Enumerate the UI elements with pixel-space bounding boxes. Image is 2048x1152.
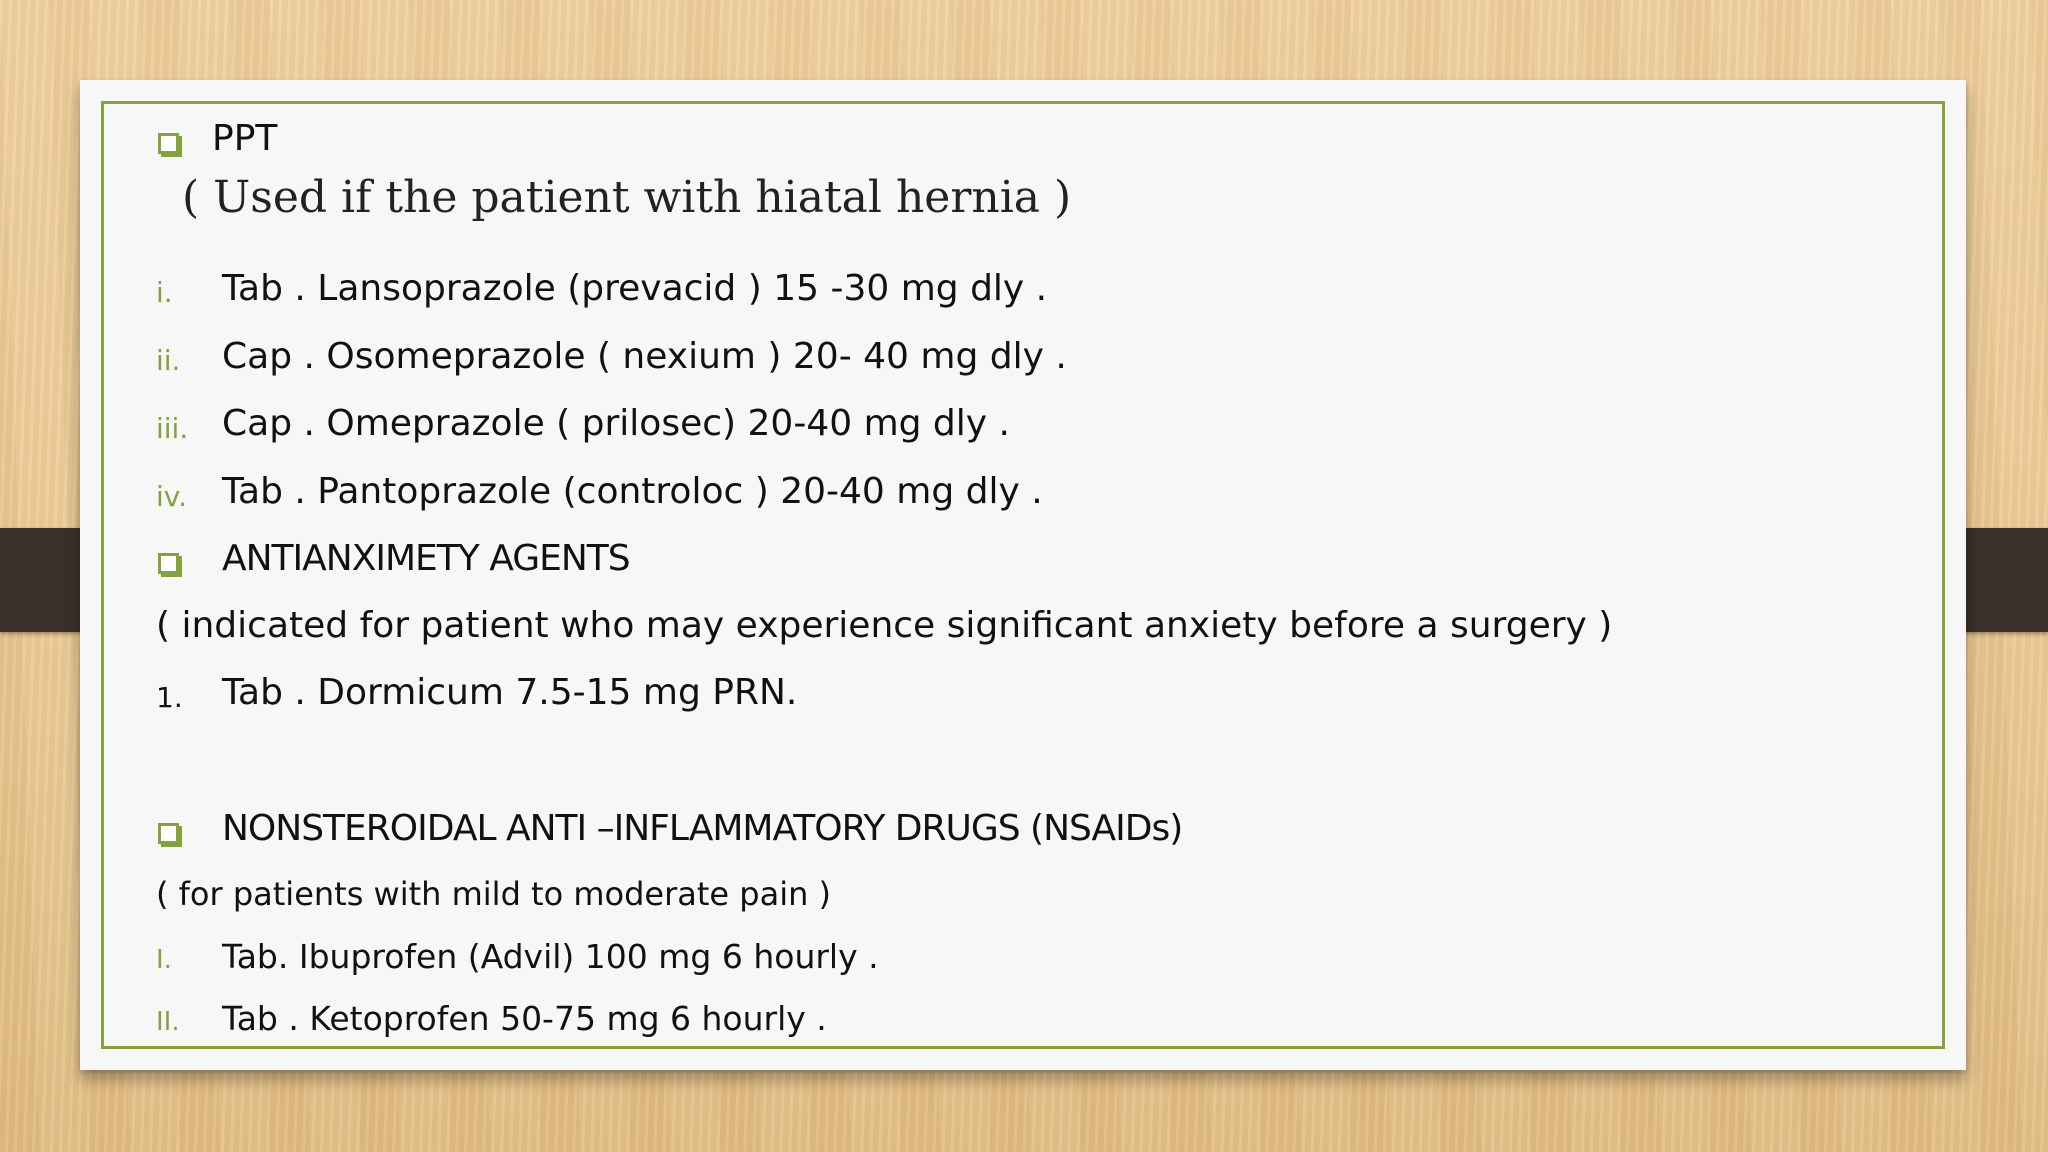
section-note-antianxiety: ( indicated for patient who may experience significant anxiety before a surgery ) <box>156 605 1613 646</box>
section-heading-nsaids: NONSTEROIDAL ANTI –INFLAMMATORY DRUGS (NSAIDs) <box>222 808 1183 849</box>
list-item: Tab . Dormicum 7.5-15 mg PRN. <box>222 672 798 713</box>
checkbox-bullet-icon <box>158 553 179 574</box>
section-heading-ppt: PPT <box>212 118 278 159</box>
section-note-nsaids: ( for patients with mild to moderate pain ) <box>156 875 832 913</box>
list-marker: ii. <box>156 344 181 377</box>
checkbox-bullet-icon <box>158 823 179 844</box>
section-note-ppt: ( Used if the patient with hiatal hernia ) <box>182 172 1072 223</box>
section-heading-antianxiety: ANTIANXIMETY AGENTS <box>222 538 630 579</box>
list-item: Cap . Osomeprazole ( nexium ) 20- 40 mg dly . <box>222 336 1067 377</box>
list-marker: iii. <box>156 412 189 445</box>
list-item: Tab . Lansoprazole (prevacid ) 15 -30 mg dly . <box>222 268 1048 309</box>
slide-card <box>80 80 1966 1070</box>
list-marker: iv. <box>156 480 188 513</box>
list-marker: I. <box>156 945 172 975</box>
list-marker: II. <box>156 1007 180 1037</box>
list-marker: i. <box>156 276 173 309</box>
list-item: Tab . Ketoprofen 50-75 mg 6 hourly . <box>222 999 827 1038</box>
list-item: Tab. Ibuprofen (Advil) 100 mg 6 hourly . <box>222 937 879 976</box>
list-marker: 1. <box>156 681 183 714</box>
list-item: Tab . Pantoprazole (controloc ) 20-40 mg dly . <box>222 471 1043 512</box>
list-item: Cap . Omeprazole ( prilosec) 20-40 mg dly . <box>222 403 1010 444</box>
checkbox-bullet-icon <box>158 133 179 154</box>
